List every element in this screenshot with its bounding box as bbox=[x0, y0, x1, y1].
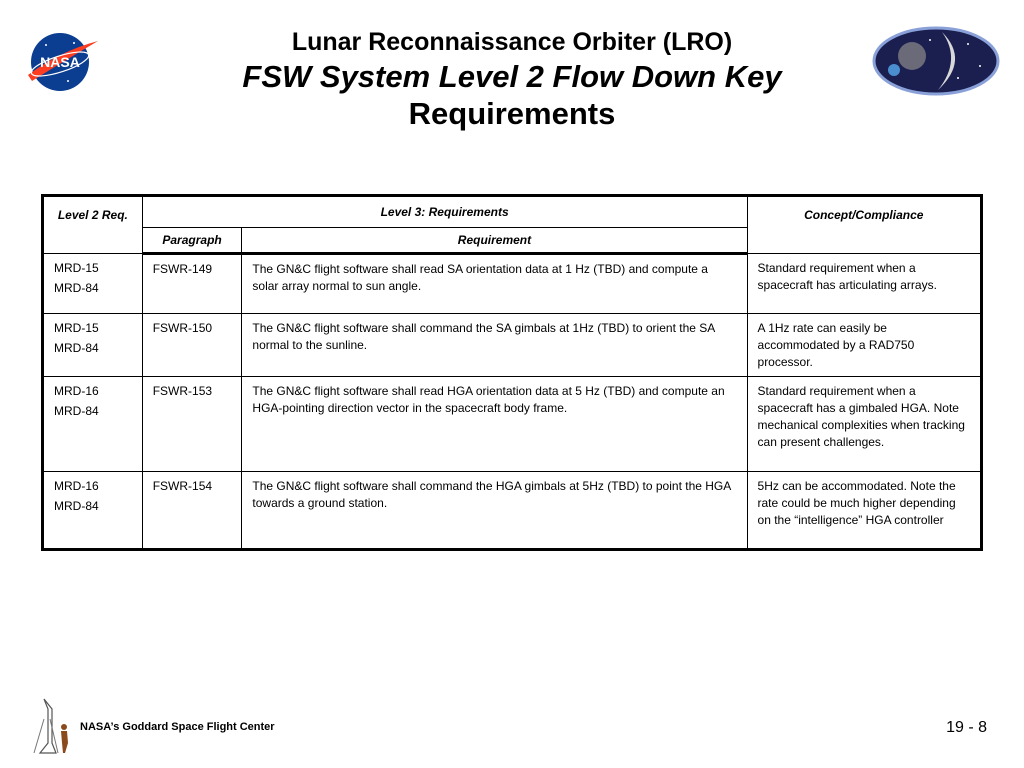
level2-cell: MRD-15 MRD-84 bbox=[43, 314, 143, 377]
page-number: 19 - 8 bbox=[946, 719, 987, 736]
paragraph-cell: FSWR-149 bbox=[142, 254, 242, 314]
lro-mission-logo bbox=[872, 26, 1000, 96]
requirement-cell: The GN&C flight software shall command the SA gimbals at 1Hz (TBD) to orient the SA normal to the sunline. bbox=[242, 314, 747, 377]
table-row bbox=[43, 254, 982, 314]
title-line-2: FSW System Level 2 Flow Down Key bbox=[242, 59, 782, 94]
paragraph-cell: FSWR-153 bbox=[142, 377, 242, 472]
header-level3: Level 3: Requirements bbox=[142, 196, 747, 228]
paragraph-cell: FSWR-150 bbox=[142, 314, 242, 377]
svg-text:NASA: NASA bbox=[40, 54, 80, 70]
table-row bbox=[43, 472, 982, 550]
header-concept: Concept/Compliance bbox=[747, 196, 981, 254]
requirements-table bbox=[41, 194, 983, 551]
nasa-logo bbox=[24, 31, 100, 93]
requirement-cell: The GN&C flight software shall command the HGA gimbals at 5Hz (TBD) to point the HGA towards a ground station. bbox=[242, 472, 747, 550]
goddard-rocket-icon bbox=[28, 697, 74, 755]
level2-cell: MRD-15 MRD-84 bbox=[43, 254, 143, 314]
header-requirement: Requirement bbox=[242, 228, 747, 254]
paragraph-cell: FSWR-154 bbox=[142, 472, 242, 550]
level2-cell: MRD-16 MRD-84 bbox=[43, 472, 143, 550]
table-row bbox=[43, 314, 982, 377]
footer-center-name: NASA’s Goddard Space Flight Center bbox=[80, 721, 275, 733]
requirement-cell: The GN&C flight software shall read HGA orientation data at 5 Hz (TBD) and compute an HGA-pointing direction vector in the spacecraft body frame. bbox=[242, 377, 747, 472]
header-level2: Level 2 Req. bbox=[43, 196, 143, 254]
slide-title bbox=[150, 26, 874, 132]
requirement-cell: The GN&C flight software shall read SA orientation data at 1 Hz (TBD) and compute a solar array normal to sun angle. bbox=[242, 254, 747, 314]
title-line-3: Requirements bbox=[408, 96, 616, 131]
concept-cell: Standard requirement when a spacecraft has articulating arrays. bbox=[747, 254, 981, 314]
concept-cell: Standard requirement when a spacecraft has a gimbaled HGA. Note mechanical complexities when tracking can present challenges. bbox=[747, 377, 981, 472]
header-paragraph: Paragraph bbox=[142, 228, 242, 254]
table-header-row bbox=[43, 196, 982, 228]
level2-cell: MRD-16 MRD-84 bbox=[43, 377, 143, 472]
table-row bbox=[43, 377, 982, 472]
title-line-1: Lunar Reconnaissance Orbiter (LRO) bbox=[291, 28, 733, 56]
concept-cell: A 1Hz rate can easily be accommodated by a RAD750 processor. bbox=[747, 314, 981, 377]
concept-cell: 5Hz can be accommodated. Note the rate could be much higher depending on the “intelligence” HGA controller bbox=[747, 472, 981, 550]
